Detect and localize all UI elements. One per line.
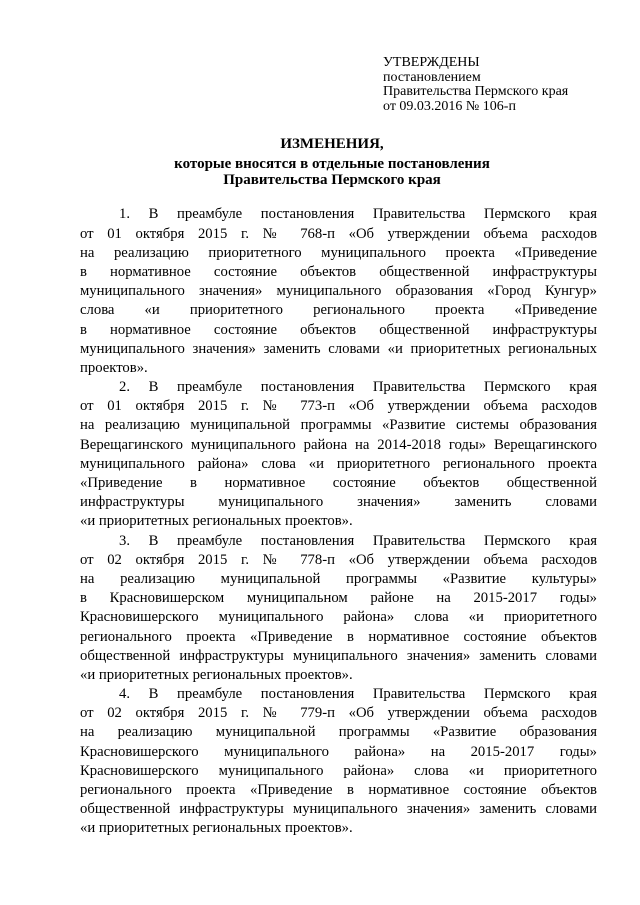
paragraph-1 (80, 205, 597, 378)
approval-authority: Правительства Пермского края (383, 84, 569, 100)
paragraph-line: на реализацию муниципальной программы «Развитие системы образования (80, 417, 597, 434)
paragraph-line: «и приоритетных региональных проектов». (80, 666, 353, 683)
paragraph-line: муниципального значения» заменить словами «и приоритетных региональных (80, 340, 597, 357)
paragraph-line: от 01 октября 2015 г. № 768-п «Об утверждении объема расходов (80, 225, 597, 242)
paragraph-4 (80, 685, 597, 839)
document-subtitle-line: Правительства Пермского края (223, 172, 441, 188)
paragraph-line: общественной инфраструктуры муниципального значения» заменить словами (80, 801, 597, 818)
paragraph-line: инфраструктуры муниципального значения» заменить словами (80, 494, 597, 511)
paragraph-line: Красновишерского муниципального района» слова «и приоритетного (80, 609, 597, 626)
paragraph-line: регионального проекта «Приведение в нормативное состояние объектов (80, 628, 597, 645)
paragraph-line: муниципального значения» муниципального образования «Город Кунгур» (80, 283, 597, 300)
paragraph-line: 1. В преамбуле постановления Правительства Пермского края (119, 206, 597, 223)
approval-by: постановлением (383, 69, 481, 85)
approval-date-number: от 09.03.2016 № 106-п (383, 98, 516, 114)
paragraph-line: «и приоритетных региональных проектов». (80, 513, 353, 530)
paragraph-line: 4. В преамбуле постановления Правительства Пермского края (119, 686, 597, 703)
paragraph-line: на реализацию приоритетного муниципального проекта «Приведение (80, 244, 597, 261)
paragraph-line: в нормативное состояние объектов общественной инфраструктуры (80, 321, 597, 338)
paragraph-3 (80, 532, 597, 686)
paragraph-line: Верещагинского муниципального района на 2014-2018 годы» Верещагинского (80, 436, 597, 453)
document-subtitle-line: которые вносятся в отдельные постановления (174, 156, 490, 172)
paragraph-line: регионального проекта «Приведение в нормативное состояние объектов (80, 782, 597, 799)
paragraph-line: на реализацию муниципальной программы «Развитие образования (80, 724, 597, 741)
paragraph-line: от 02 октября 2015 г. № 779-п «Об утверждении объема расходов (80, 705, 597, 722)
document-title-block (74, 134, 590, 188)
document-body (80, 205, 597, 838)
paragraph-2 (80, 378, 597, 532)
paragraph-line: проектов». (80, 359, 148, 376)
approval-status: УТВЕРЖДЕНЫ (383, 55, 480, 70)
paragraph-line: общественной инфраструктуры муниципального значения» заменить словами (80, 647, 597, 664)
paragraph-line: в нормативное состояние объектов общественной инфраструктуры (80, 263, 597, 280)
paragraph-line: 2. В преамбуле постановления Правительства Пермского края (119, 379, 597, 396)
paragraph-line: на реализацию муниципальной программы «Развитие культуры» (80, 570, 597, 587)
paragraph-line: от 02 октября 2015 г. № 778-п «Об утверждении объема расходов (80, 551, 597, 568)
document-title: ИЗМЕНЕНИЯ, (280, 136, 384, 152)
paragraph-line: Красновишерского муниципального района» слова «и приоритетного (80, 762, 597, 779)
paragraph-line: Красновишерского муниципального района» на 2015-2017 годы» (80, 743, 597, 760)
paragraph-line: в Красновишерском муниципальном районе на 2015-2017 годы» (80, 590, 597, 607)
paragraph-line: «и приоритетных региональных проектов». (80, 820, 353, 837)
paragraph-line: 3. В преамбуле постановления Правительства Пермского края (119, 532, 597, 549)
paragraph-line: «Приведение в нормативное состояние объектов общественной (80, 475, 597, 492)
paragraph-line: муниципального района» слова «и приоритетного регионального проекта (80, 455, 597, 472)
approval-block (383, 56, 568, 114)
paragraph-line: слова «и приоритетного регионального проекта «Приведение (80, 302, 597, 319)
paragraph-line: от 01 октября 2015 г. № 773-п «Об утверждении объема расходов (80, 398, 597, 415)
